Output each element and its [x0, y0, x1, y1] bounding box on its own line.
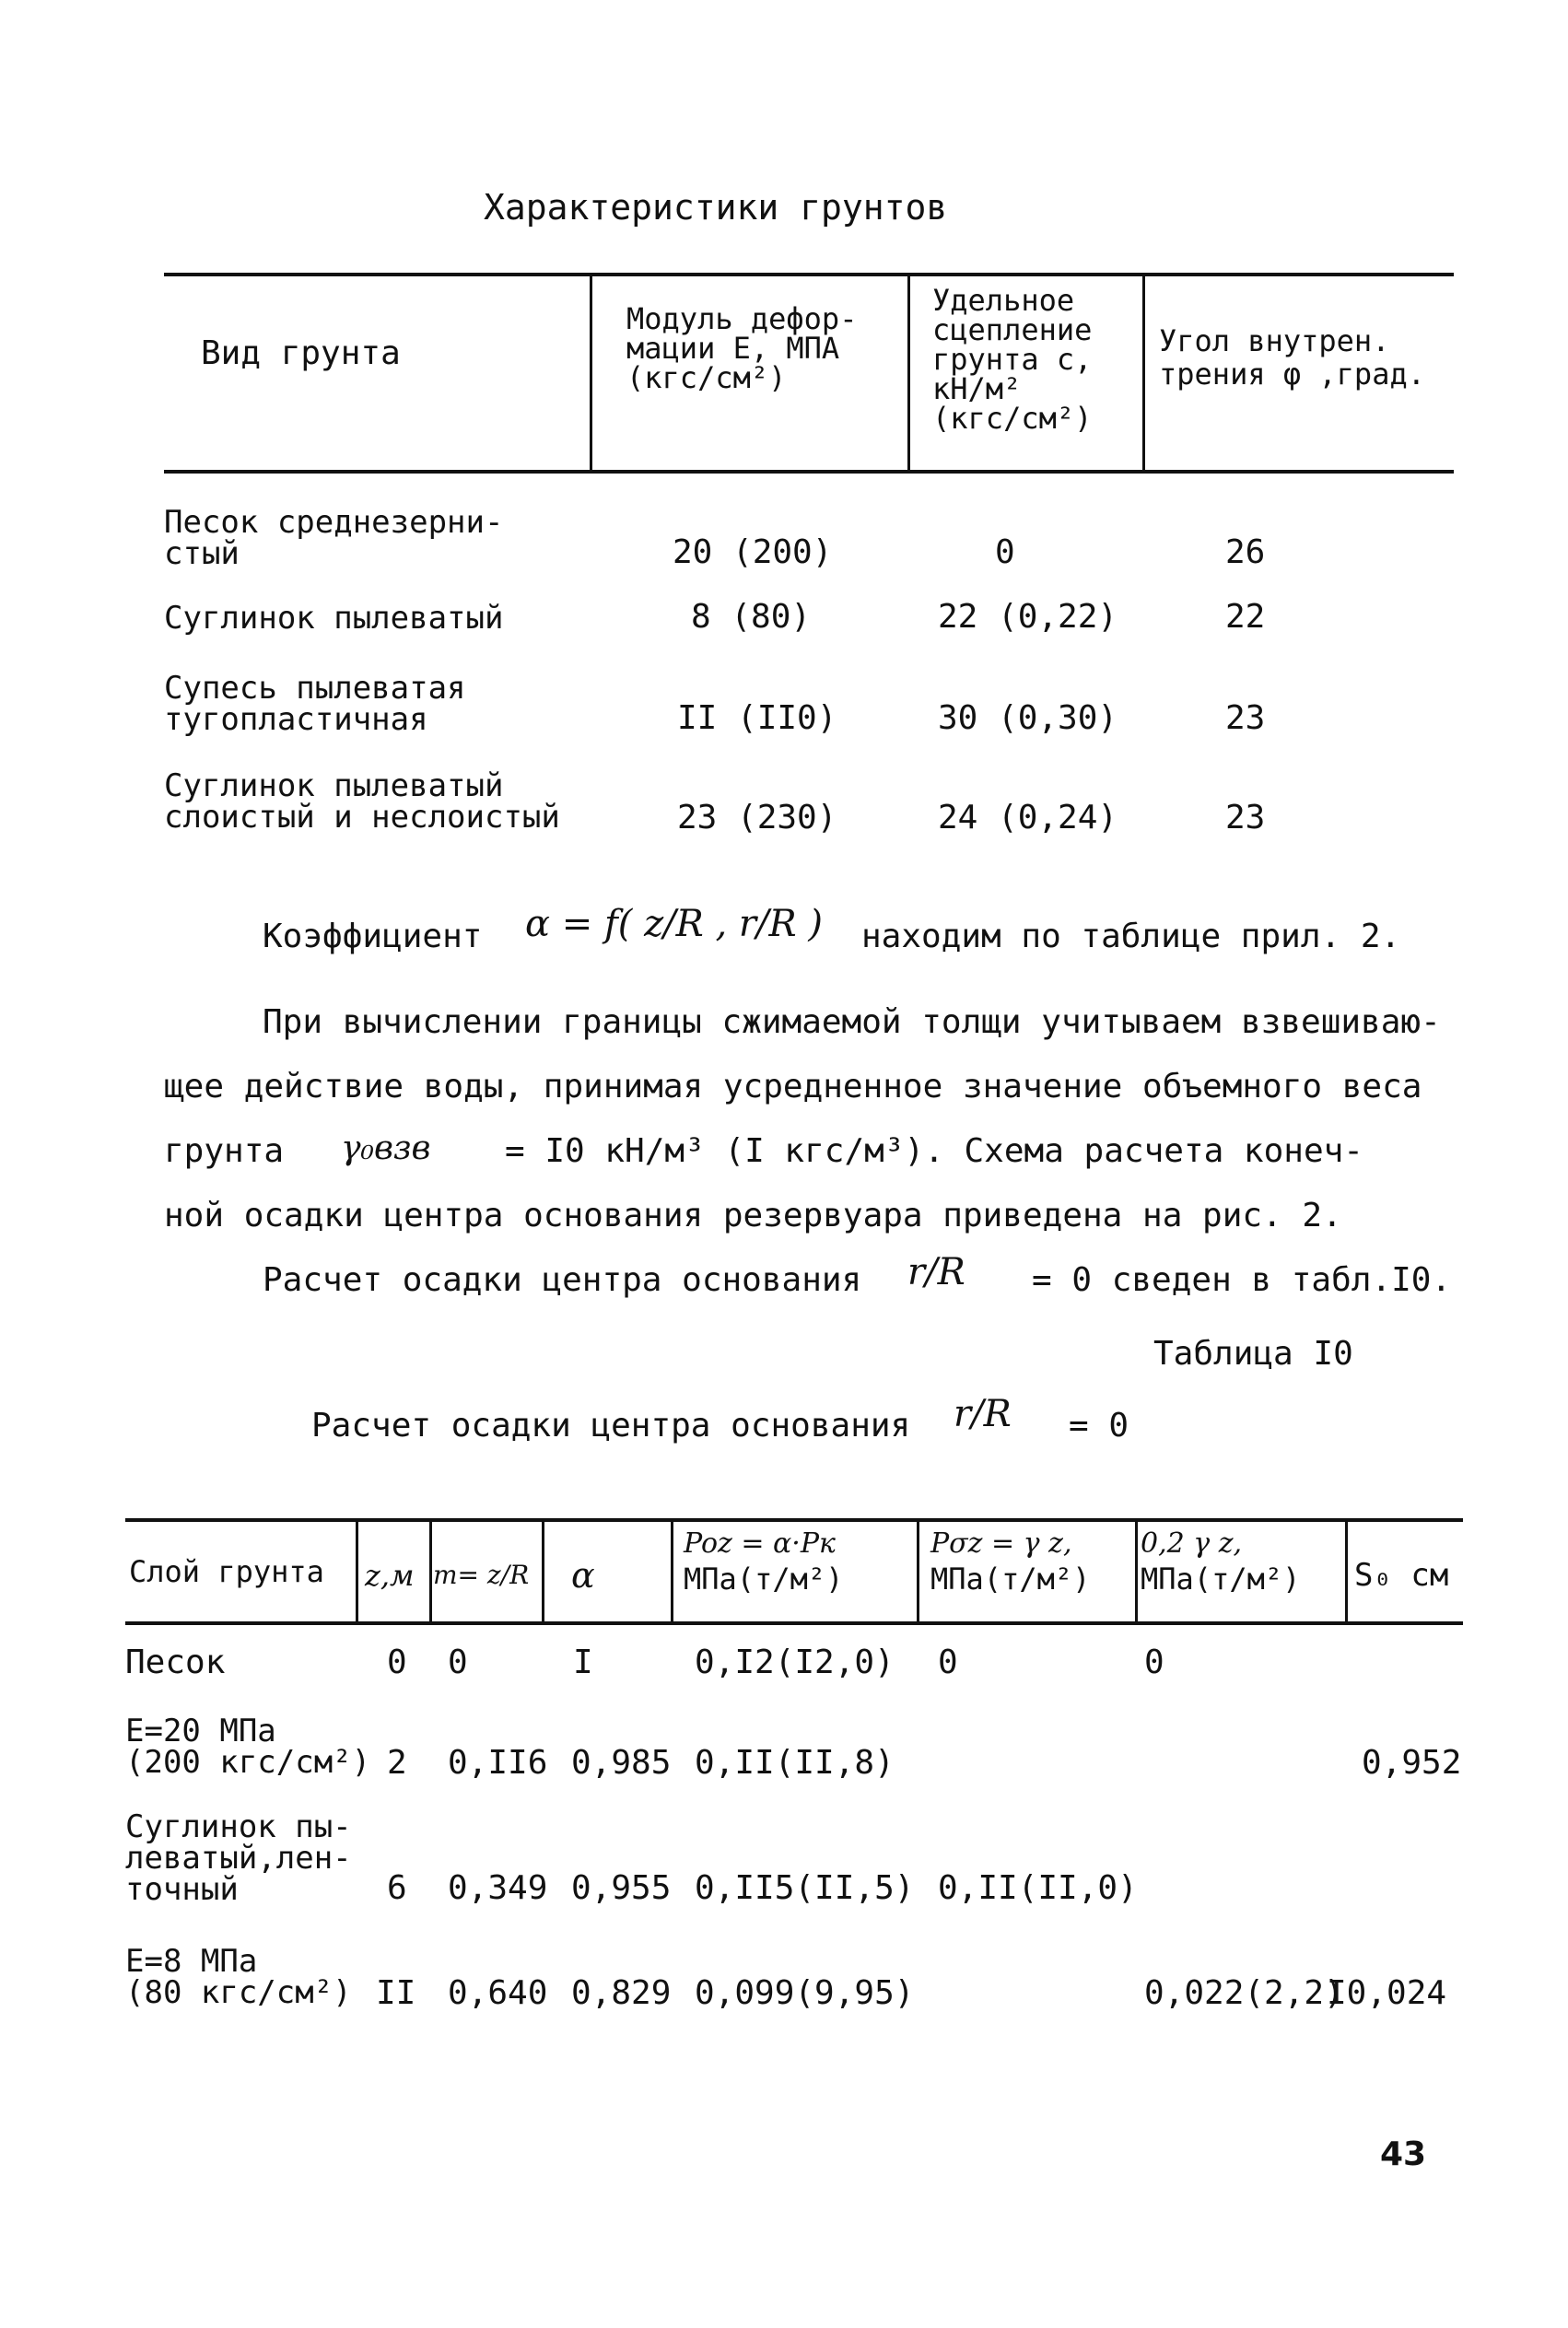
table-row [125, 1943, 352, 2011]
table2-header-pdz: Pσz = γ z, МПа(т/м²) [930, 1527, 1091, 1597]
table2-header-layer: Слой грунта [129, 1554, 324, 1589]
alpha-value: 0,985 [571, 1744, 672, 1782]
table-label: Таблица I0 [1153, 1335, 1353, 1373]
cohesion-value: 24 (0,24) [938, 799, 1118, 836]
angle-value: 26 [1225, 533, 1266, 571]
table-row [125, 1713, 371, 1781]
layer-name: Суглинок пы- [125, 1808, 352, 1845]
coef-formula: α = f( z/R , r/R ) [525, 903, 823, 945]
poz-value: 0,II(II,8) [695, 1744, 895, 1782]
table2-col-divider [671, 1518, 673, 1621]
table1-header-modulus: Модуль дефор- мации Е, МПА (кгс/см²) [626, 301, 858, 395]
z-value: 0 [387, 1644, 407, 1681]
soil-name: Суглинок пылеватый [164, 600, 504, 637]
modulus-value: 23 (230) [677, 799, 837, 836]
table-row [164, 670, 466, 738]
paragraph-line: ной осадки центра основания резервуара приведена на рис. 2. [164, 1197, 1342, 1234]
table2-title: Расчет осадки центра основания [311, 1407, 911, 1445]
pdz-value: 0,II(II,0) [938, 1869, 1138, 1907]
table2-header-m: m= z/R [433, 1560, 530, 1590]
soil-name: тугопластичная [164, 701, 428, 738]
table2-header-rule [125, 1621, 1463, 1625]
table1-col-divider [907, 273, 910, 470]
table1-top-rule [164, 273, 1454, 276]
z-value: 6 [387, 1869, 407, 1907]
paragraph-line: При вычислении границы сжимаемой толщи учитываем взвешиваю- [263, 1003, 1441, 1041]
table2-col-divider [356, 1518, 358, 1621]
page-number: 43 [1380, 2135, 1427, 2173]
cohesion-value: 22 (0,22) [938, 598, 1118, 636]
table1-header-cohesion: Удельное сцепление грунта с, кН/м² (кгс/см²) [932, 283, 1093, 436]
m-value: 0 [448, 1644, 468, 1681]
table2-col-divider [542, 1518, 544, 1621]
layer-name: точный [125, 1871, 239, 1908]
table1-col-divider [1142, 273, 1145, 470]
table-row [125, 1644, 225, 1681]
table2-col-divider [917, 1518, 919, 1621]
angle-value: 22 [1225, 598, 1266, 636]
s-value: 0,952 [1362, 1744, 1462, 1782]
pdz-value: 0 [938, 1644, 958, 1681]
layer-name: (200 кгс/см²) [125, 1744, 371, 1781]
poz-value: 0,I2(I2,0) [695, 1644, 895, 1681]
m-value: 0,349 [448, 1869, 548, 1907]
soil-name: стый [164, 535, 240, 572]
layer-name: леватый,лен- [125, 1840, 352, 1877]
alpha-value: I [573, 1644, 593, 1681]
poz-value: 0,II5(II,5) [695, 1869, 915, 1907]
modulus-value: 20 (200) [673, 533, 833, 571]
table2-col-divider [1345, 1518, 1348, 1621]
table2-header-alpha: α [571, 1555, 595, 1596]
paragraph-line: = I0 кН/м³ (I кгс/м³). Схема расчета конеч- [505, 1132, 1363, 1170]
paragraph-line: грунта [164, 1132, 285, 1170]
angle-value: 23 [1225, 799, 1266, 836]
table2-col-divider [1135, 1518, 1138, 1621]
gamma-symbol: γ₀взв [341, 1129, 431, 1167]
angle-value: 23 [1225, 699, 1266, 737]
alpha-value: 0,955 [571, 1869, 672, 1907]
z-value: II [376, 1974, 416, 2012]
paragraph-line: = 0 сведен в табл.I0. [1032, 1261, 1452, 1299]
soil-name: Супесь пылеватая [164, 670, 466, 707]
table2-header-s: S₀ см [1354, 1557, 1449, 1594]
table2-title: = 0 [1069, 1407, 1129, 1445]
table2-header-z: z,м [365, 1558, 415, 1593]
table2-header-pdz02: 0,2 γ z, МПа(т/м²) [1141, 1527, 1301, 1597]
layer-name: (80 кгс/см²) [125, 1974, 352, 2011]
m-value: 0,II6 [448, 1744, 548, 1782]
modulus-value: 8 (80) [691, 598, 812, 636]
cohesion-value: 30 (0,30) [938, 699, 1118, 737]
paragraph-line: Расчет осадки центра основания [263, 1261, 862, 1299]
table2-col-divider [429, 1518, 432, 1621]
soil-name: слоистый и неслоистый [164, 799, 560, 836]
poz-value: 0,099(9,95) [695, 1974, 915, 2012]
paragraph-line: щее действие воды, принимая усредненное значение объемного веса [164, 1068, 1422, 1106]
layer-name: Песок [125, 1644, 226, 1681]
table1-header-rule [164, 470, 1454, 474]
table1-title: Характеристики грунтов [484, 187, 948, 228]
layer-name: E=20 МПа [125, 1713, 276, 1749]
table1-col-divider [590, 273, 592, 470]
table1-header-angle: Угол внутрен. трения φ ,град. [1159, 323, 1425, 392]
coef-prefix: Коэффициент [263, 918, 483, 955]
modulus-value: II (II0) [677, 699, 837, 737]
ratio-symbol: r/R [954, 1393, 1012, 1435]
soil-name: Песок среднезерни- [164, 504, 504, 541]
z-value: 2 [387, 1744, 407, 1782]
table-row [164, 767, 560, 836]
layer-name: E=8 МПа [125, 1943, 258, 1980]
s-value: I0,024 [1327, 1974, 1447, 2012]
pdz02-value: 0,022(2,2) [1144, 1974, 1344, 2012]
pdz02-value: 0 [1144, 1644, 1164, 1681]
m-value: 0,640 [448, 1974, 548, 2012]
alpha-value: 0,829 [571, 1974, 672, 2012]
table-row [125, 1808, 352, 1908]
table-row [164, 504, 504, 572]
table2-header-poz: Poz = α·Pк МПа(т/м²) [684, 1527, 844, 1597]
soil-name: Суглинок пылеватый [164, 767, 504, 804]
table1-header-soil: Вид грунта [201, 334, 401, 372]
coef-suffix: находим по таблице прил. 2. [861, 918, 1401, 955]
table-row [164, 600, 504, 637]
table2-top-rule [125, 1518, 1463, 1522]
ratio-symbol: r/R [907, 1251, 965, 1293]
cohesion-value: 0 [995, 533, 1015, 571]
